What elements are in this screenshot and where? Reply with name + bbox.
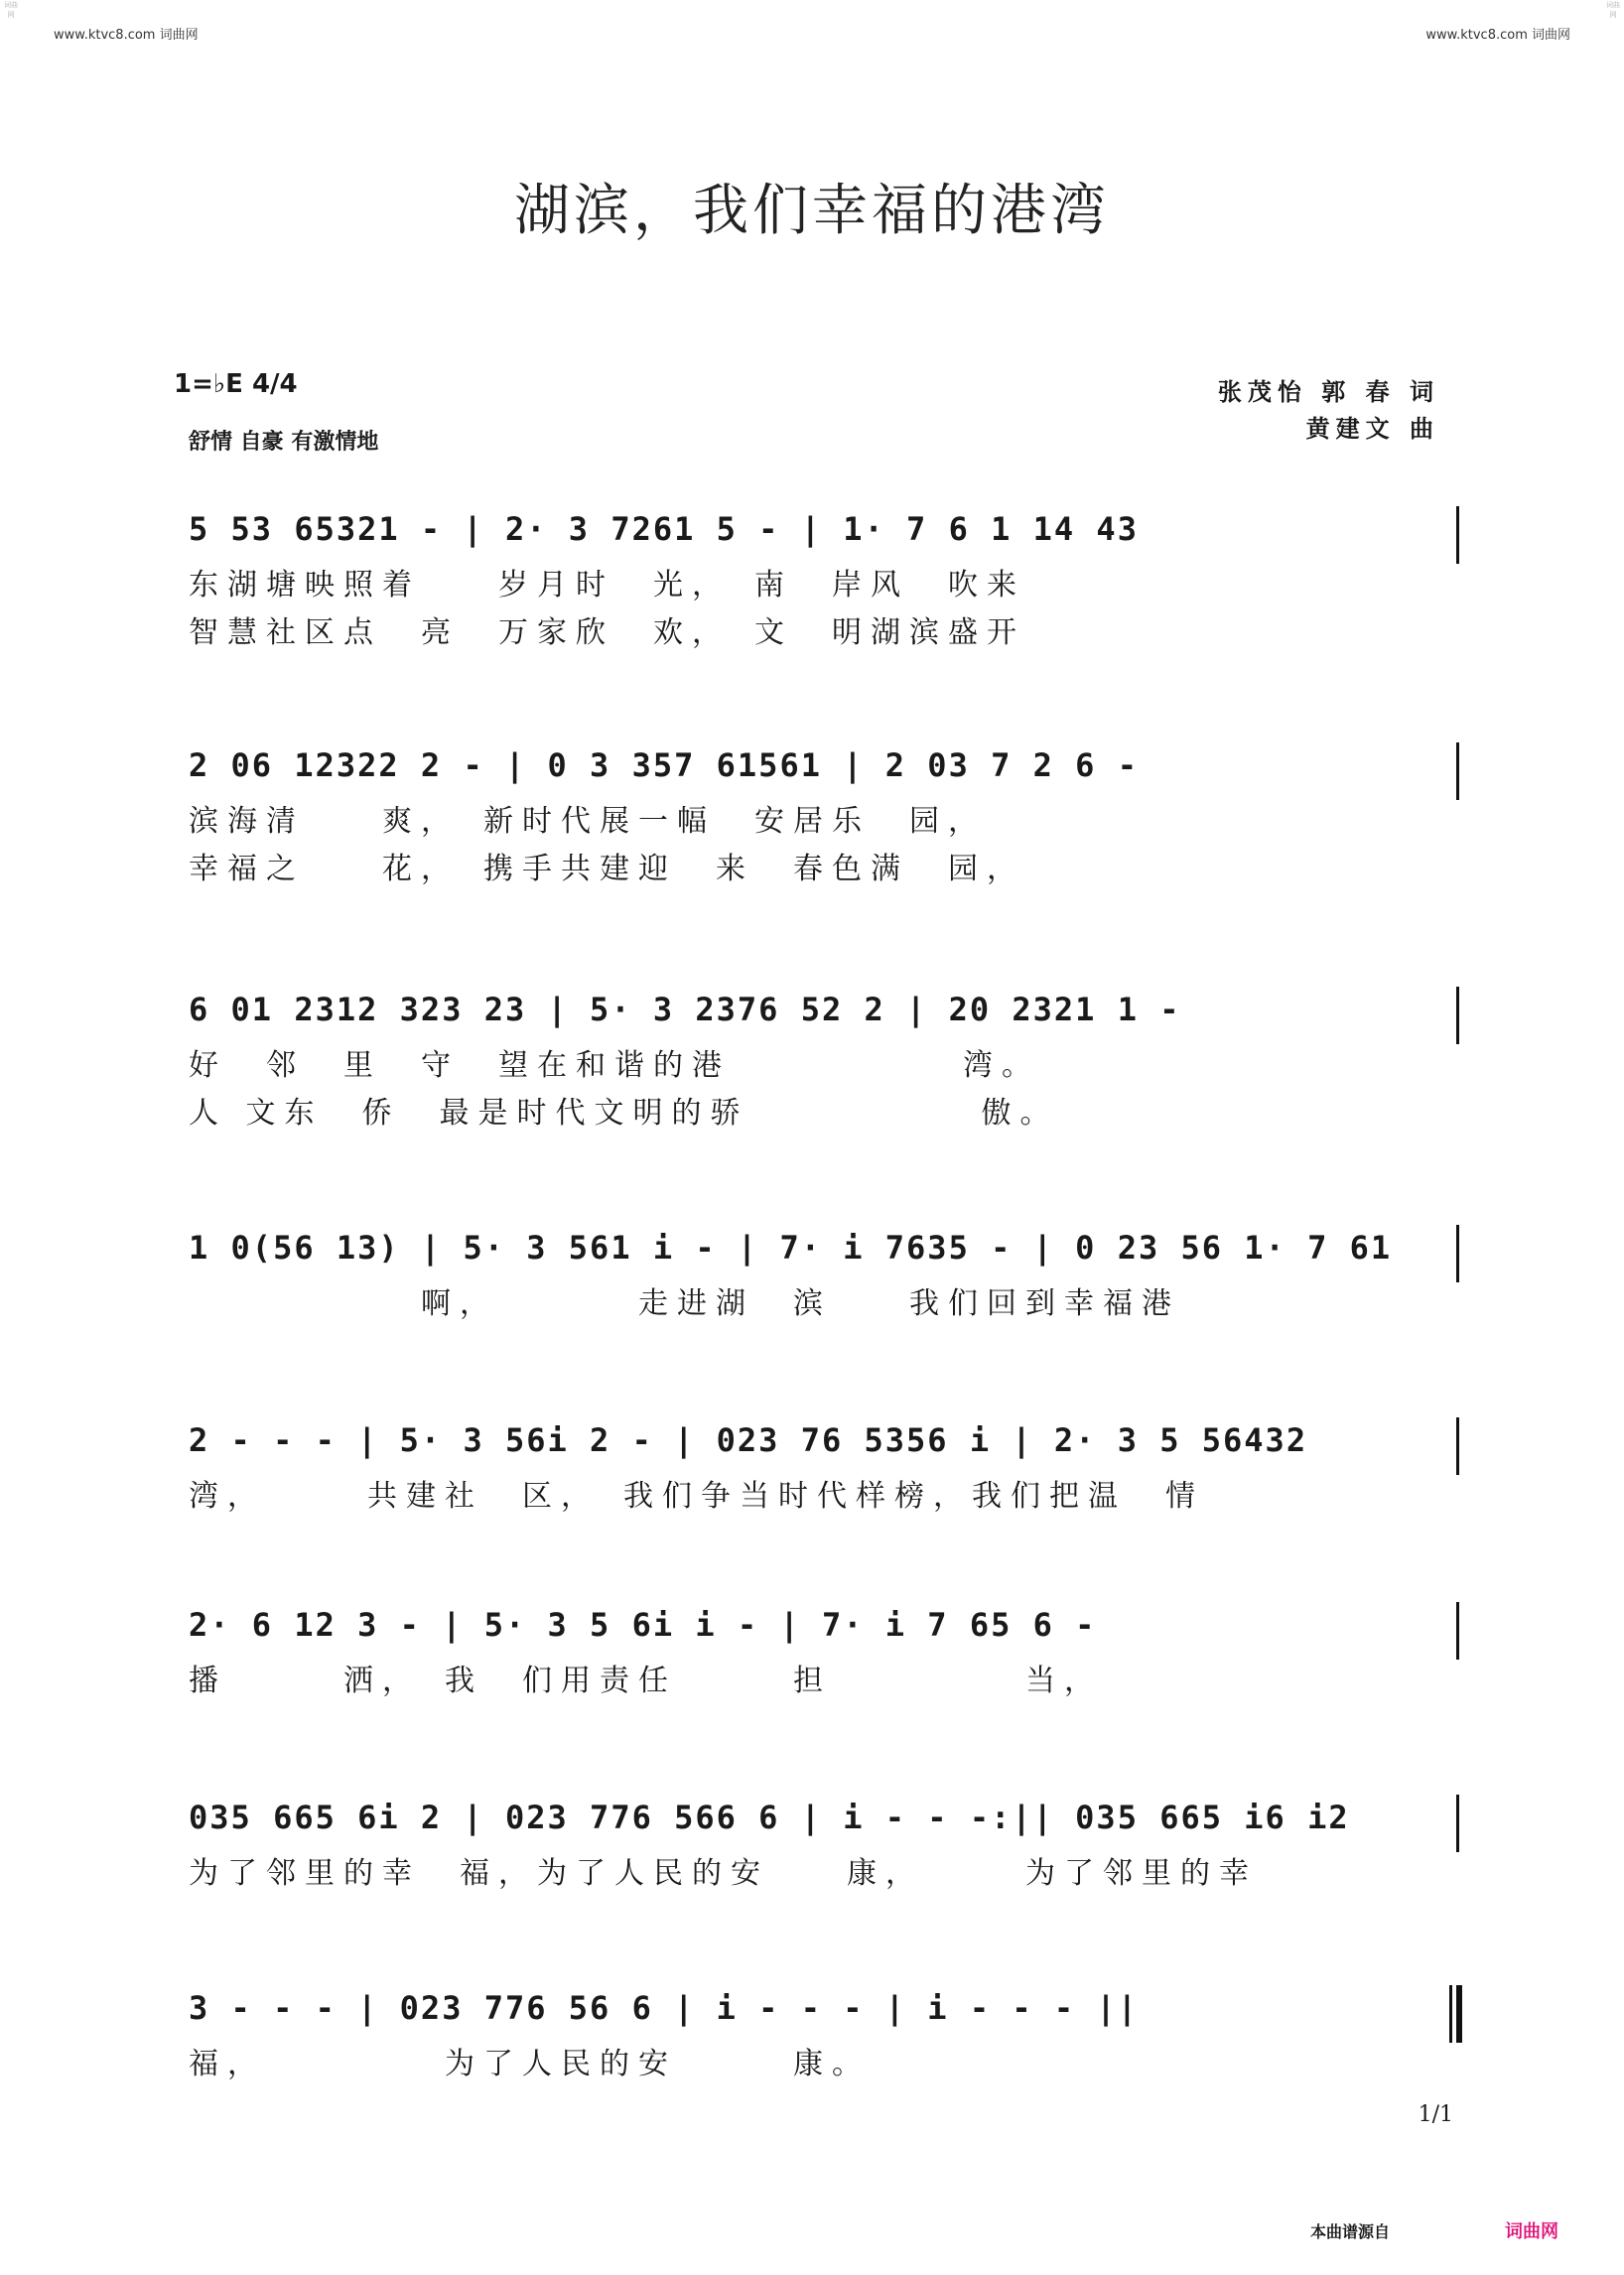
song-title: 湖滨，我们幸福的港湾 [514,179,1110,243]
jianpu-notes: 2 06 12322 2 - | 0 3 357 61561 | 2 03 7 2 6 - [189,746,1139,784]
lyric-verse-2: 幸福之 花， 携手共建迎 来 春色满 园， [189,852,1025,886]
side-watermark-text: 词曲网 [1606,1,1620,19]
jianpu-notes: 3 - - - | 023 776 56 6 | i - - - | i - - - || [189,1989,1139,2027]
score-system-7 [189,1795,1459,1898]
side-watermark-left [4,0,18,2275]
notation-line [189,1985,1459,2041]
composer-credit: 黄建文 曲 [1305,414,1439,443]
score-system-2 [189,742,1459,893]
jianpu-notes: 6 01 2312 323 23 | 5· 3 2376 52 2 | 20 2321 1 - [189,991,1181,1028]
notation-line [189,1602,1459,1658]
lyric-line: 湾， 共建社 区， 我们争当时代样榜，我们把温 情 [189,1479,1204,1514]
site-url-left: www.ktvc8.com 词曲网 [54,28,199,43]
lyric-line: 为了邻里的幸 福，为了人民的安 康， 为了邻里的幸 [189,1856,1258,1891]
barline [1456,1417,1459,1475]
jianpu-notes: 5 53 65321 - | 2· 3 7261 5 - | 1· 7 6 1 14 43 [189,510,1139,548]
notation-line [189,742,1459,798]
lyric-verse-1: 东湖塘映照着 岁月时 光， 南 岸风 吹来 [189,568,1025,602]
performance-mood: 舒情 自豪 有激情地 [189,430,379,455]
lyric-line: 啊， 走进湖 滨 我们回到幸福港 [189,1286,1180,1321]
lyric-verse-1: 好 邻 里 守 望在和谐的港 湾。 [189,1048,1040,1083]
jianpu-notes: 2· 6 12 3 - | 5· 3 5 6i i - | 7· i 7 65 6 - [189,1606,1097,1644]
barline [1456,506,1459,564]
barline [1456,742,1459,800]
lyricist-credit: 张茂怡 郭 春 词 [1217,377,1439,406]
notation-line [189,1795,1459,1850]
score-system-8 [189,1985,1459,2088]
score-system-3 [189,987,1459,1138]
source-label: 本曲谱源自 [1309,2222,1390,2241]
score-system-6 [189,1602,1459,1705]
lyric-verse-2: 智慧社区点 亮 万家欣 欢， 文 明湖滨盛开 [189,615,1025,650]
lyric-verse-2: 人 文东 侨 最是时代文明的骄 傲。 [189,1096,1059,1131]
lyric-line: 福， 为了人民的安 康。 [189,2047,871,2081]
jianpu-notes: 035 665 6i 2 | 023 776 566 6 | i - - -:|| 035 665 i6 i2 [189,1799,1350,1836]
final-barline-thin [1449,1985,1452,2043]
notation-line [189,987,1459,1042]
side-watermark-right [1606,0,1620,2275]
lyric-verse-1: 滨海清 爽， 新时代展一幅 安居乐 园， [189,804,987,839]
final-barline-thick [1456,1985,1462,2043]
notation-line [189,1417,1459,1473]
barline [1456,1225,1459,1282]
key-signature: 1=♭E 4/4 [174,369,298,399]
score-system-4 [189,1225,1459,1328]
barline [1456,987,1459,1044]
side-watermark-text: 词曲网 [4,1,18,19]
site-url-right: www.ktvc8.com 词曲网 [1425,28,1570,43]
score-system-5 [189,1417,1459,1521]
jianpu-notes: 1 0(56 13) | 5· 3 561 i - | 7· i 7635 - | 0 23 56 1· 7 61 [189,1229,1393,1267]
page-number: 1/1 [1418,2102,1453,2127]
lyric-line: 播 洒， 我 们用责任 担 当， [189,1664,1103,1698]
notation-line [189,1225,1459,1280]
barline [1456,1602,1459,1660]
notation-line [189,506,1459,562]
score-system-1 [189,506,1459,657]
jianpu-notes: 2 - - - | 5· 3 56i 2 - | 023 76 5356 i | 2· 3 5 56432 [189,1421,1308,1459]
source-brand-link[interactable]: 词曲网 [1505,2221,1558,2242]
barline [1456,1795,1459,1852]
